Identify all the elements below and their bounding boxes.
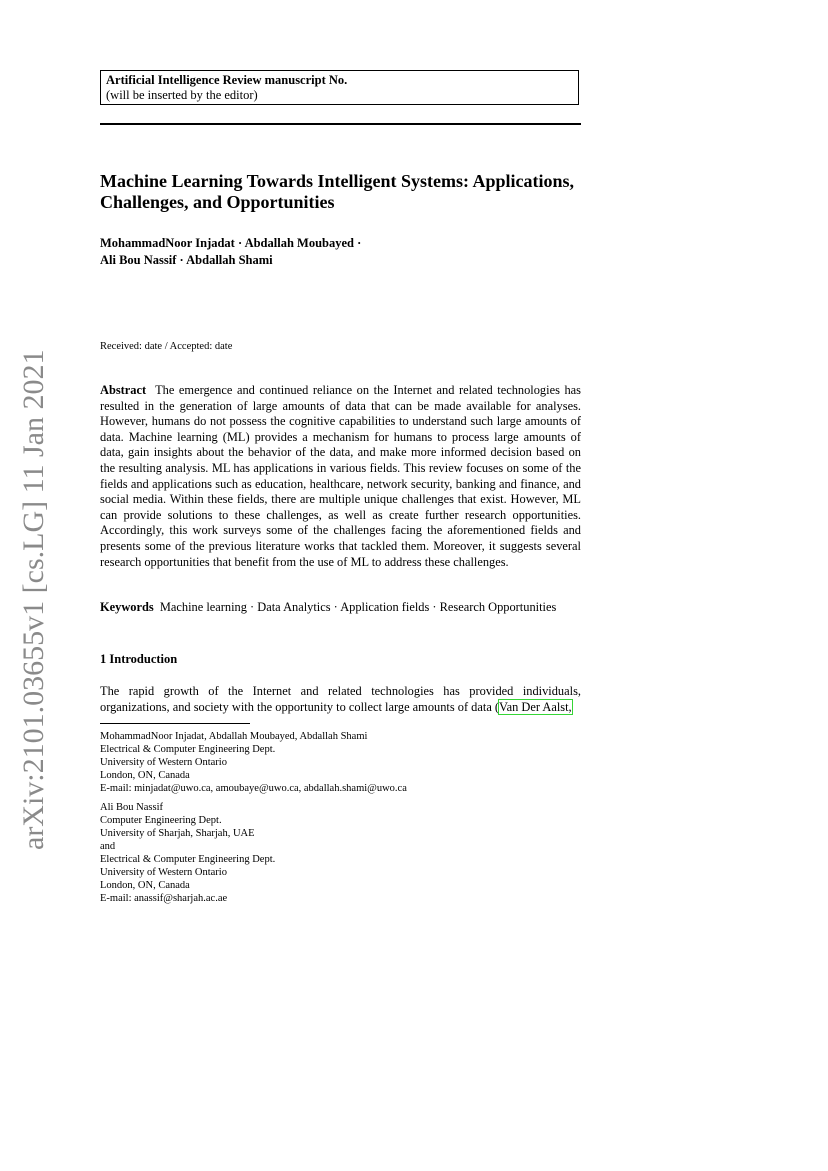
affiliation-line: London, ON, Canada bbox=[100, 770, 190, 781]
keywords-label: Keywords bbox=[100, 600, 154, 614]
citation-link[interactable]: Van Der Aalst, bbox=[499, 699, 572, 714]
affiliation-block-2 bbox=[100, 801, 275, 905]
affiliation-line: University of Western Ontario bbox=[100, 867, 227, 878]
affiliation-line: Electrical & Computer Engineering Dept. bbox=[100, 744, 276, 755]
introduction-text: The rapid growth of the Internet and related technologies has provided individuals, organizations, and society with the opportunity to collect large amounts of data ( bbox=[100, 684, 581, 714]
affiliation-email: E-mail: anassif@sharjah.ac.ae bbox=[100, 893, 228, 904]
header-rule bbox=[100, 123, 581, 125]
arxiv-identifier-stamp: arXiv:2101.03655v1 [cs.LG] 11 Jan 2021 bbox=[17, 349, 50, 850]
author-list bbox=[100, 235, 580, 269]
abstract-label: Abstract bbox=[100, 383, 147, 397]
paper-title: Machine Learning Towards Intelligent Systems: Applications, Challenges, and Opportunities bbox=[100, 171, 575, 212]
abstract-text: The emergence and continued reliance on the Internet and related technologies has resulted in the generation of large amounts of data that can be made available for analyses. However, humans do not possess the cognitive capabilities to understand such large amounts of data. Machine learning (ML) provides a mechanism for humans to process large amounts of data, gain insights about the behavior of the data, and make more informed decision based on the resulting analysis. ML has applications in various fields. This review focuses on some of the fields and applications such as education, healthcare, network security, banking and finance, and social media. Within these fields, there are multiple unique challenges that exist. However, ML can provide solutions to these challenges, as well as create further research opportunities. Accordingly, this work surveys some of the challenges facing the aforementioned fields and presents some of the previous literature works that tackled them. Moreover, it suggests several research opportunities that benefit from the use of ML to address these challenges. bbox=[100, 383, 581, 569]
affiliation-block-1 bbox=[100, 730, 407, 795]
authors-line-1: MohammadNoor Injadat · Abdallah Moubayed · bbox=[100, 236, 362, 250]
affiliation-line: Ali Bou Nassif bbox=[100, 802, 163, 813]
keywords-text: Machine learning · Data Analytics · Application fields · Research Opportunities bbox=[159, 600, 557, 614]
journal-name: Artificial Intelligence Review manuscript No. bbox=[106, 73, 348, 87]
affiliation-line: Computer Engineering Dept. bbox=[100, 815, 222, 826]
received-date: Received: date / Accepted: date bbox=[100, 341, 233, 352]
affiliation-line: MohammadNoor Injadat, Abdallah Moubayed, Abdallah Shami bbox=[100, 731, 368, 742]
journal-header-box bbox=[100, 70, 579, 105]
authors-line-2: Ali Bou Nassif · Abdallah Shami bbox=[100, 253, 273, 267]
editor-note: (will be inserted by the editor) bbox=[106, 88, 258, 102]
affiliation-line: University of Western Ontario bbox=[100, 757, 227, 768]
affiliation-line: Electrical & Computer Engineering Dept. bbox=[100, 854, 276, 865]
affiliation-line: London, ON, Canada bbox=[100, 880, 190, 891]
introduction-paragraph bbox=[100, 684, 581, 715]
affiliation-line: University of Sharjah, Sharjah, UAE bbox=[100, 828, 255, 839]
abstract bbox=[100, 383, 581, 570]
affiliation-line: and bbox=[100, 841, 116, 852]
footnote-rule bbox=[100, 723, 250, 724]
keywords bbox=[100, 600, 590, 615]
affiliation-email: E-mail: minjadat@uwo.ca, amoubaye@uwo.ca, abdallah.shami@uwo.ca bbox=[100, 783, 407, 794]
section-heading-introduction: 1 Introduction bbox=[100, 652, 178, 666]
